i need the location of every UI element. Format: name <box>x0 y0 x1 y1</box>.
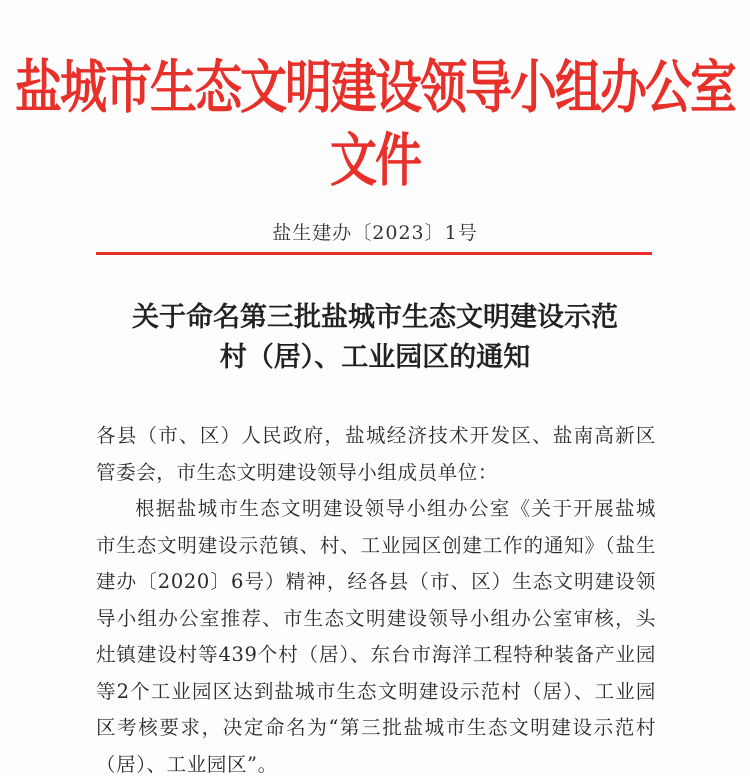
notice-title-line-2: 村（居）、工业园区的通知 <box>219 342 531 373</box>
notice-body <box>96 418 656 783</box>
document-number: 盐生建办〔2023〕1号 <box>272 222 478 244</box>
document-header-title: 盐城市生态文明建设领导小组办公室文件 <box>15 54 735 195</box>
notice-title <box>0 298 750 378</box>
body-paragraph: 根据盐城市生态文明建设领导小组办公室《关于开展盐城市生态文明建设示范镇、村、工业园区创建工作的通知》（盐生建办〔2020〕6号）精神，经各县（市、区）生态文明建设领导小组办公室推荐、市生态文明建设领导小组办公室审核，头灶镇建设村等439个村（居）、东台市海洋工程特种装备产业园等2个工业园区达到盐城市生态文明建设示范村（居）、工业园区考核要求，决定命名为“第三批盐城市生态文明建设示范村（居）、工业园区”。 <box>96 497 656 776</box>
header-divider <box>96 252 652 255</box>
salutation: 各县（市、区）人民政府，盐城经济技术开发区、盐南高新区管委会，市生态文明建设领导小组成员单位： <box>96 424 656 484</box>
notice-title-line-1: 关于命名第三批盐城市生态文明建设示范 <box>132 302 618 333</box>
